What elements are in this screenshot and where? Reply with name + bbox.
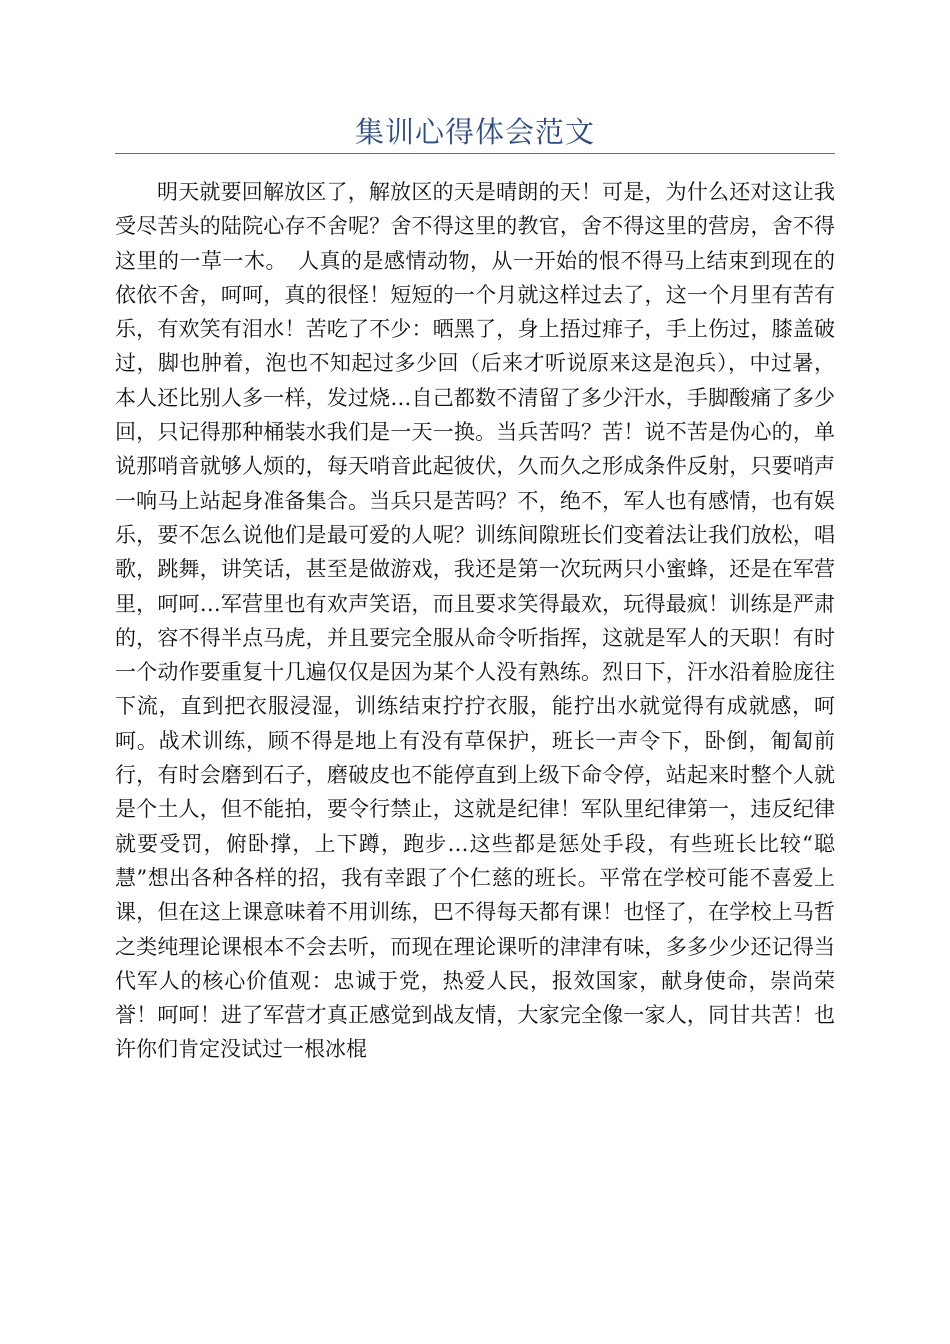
title-underline: [115, 153, 835, 154]
document-title: 集训心得体会范文: [354, 115, 595, 149]
body-paragraph: 明天就要回解放区了，解放区的天是晴朗的天！可是，为什么还对这让我受尽苦头的陆院心存不舍呢？舍不得这里的教官，舍不得这里的营房，舍不得这里的一草一木。 人真的是感情动物，从一开始的恨不得马上结束到现在的依依不舍，呵呵，真的很怪！短短的一个月就这样过去了，这一个月里有苦有乐，有欢笑有泪水！苦吃了不少：晒黑了，身上捂过痱子，手上伤过，膝盖破过，脚也肿着，泡也不知起过多少回（后来才听说原来这是泡兵），中过暑，本人还比别人多一样，发过烧…自己都数不清留了多少汗水，手脚酸痛了多少回，只记得那种桶装水我们是一天一换。当兵苦吗？苦！说不苦是伪心的，单说那哨音就够人烦的，每天哨音此起彼伏，久而久之形成条件反射，只要哨声一响马上站起身准备集合。当兵只是苦吗？不，绝不，军人也有感情，也有娱乐，要不怎么说他们是最可爱的人呢？训练间隙班长们变着法让我们放松，唱歌，跳舞，讲笑话，甚至是做游戏，我还是第一次玩两只小蜜蜂，还是在军营里，呵呵…军营里也有欢声笑语，而且要求笑得最欢，玩得最疯！训练是严肃的，容不得半点马虎，并且要完全服从命令听指挥，这就是军人的天职！有时一个动作要重复十几遍仅仅是因为某个人没有熟练。烈日下，汗水沿着脸庞往下流，直到把衣服浸湿，训练结束拧拧衣服，能拧出水就觉得有成就感，呵呵。战术训练，顾不得是地上有没有草保护，班长一声令下，卧倒，匍匐前行，有时会磨到石子，磨破皮也不能停直到上级下命令停，站起来时整个人就是个土人，但不能拍，要令行禁止，这就是纪律！军队里纪律第一，违反纪律就要受罚，俯卧撑，上下蹲，跑步…这些都是惩处手段，有些班长比较“聪慧”想出各种各样的招，我有幸跟了个仁慈的班长。平常在学校可能不喜爱上课，但在这上课意味着不用训练，巴不得每天都有课！也怪了，在学校上马哲之类纯理论课根本不会去听，而现在理论课听的津津有味，多多少少还记得当代军人的核心价值观：忠诚于党，热爱人民，报效国家，献身使命，崇尚荣誉！呵呵！进了军营才真正感觉到战友情，大家完全像一家人，同甘共苦！也许你们肯定没试过一根冰棍: [115, 180, 835, 1062]
